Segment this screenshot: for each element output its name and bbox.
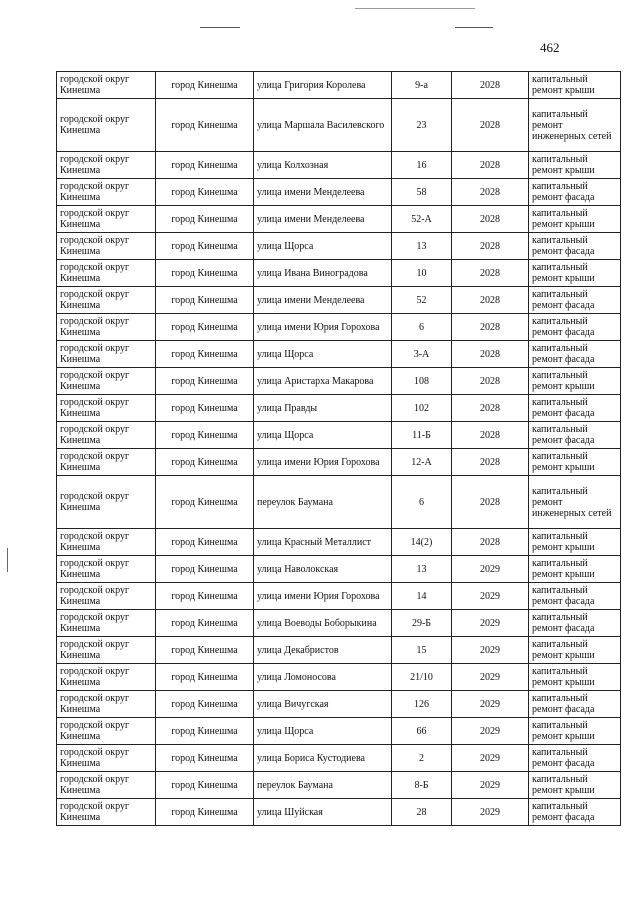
cell-okrug: городской округ Кинешма [57,233,156,260]
cell-work: капитальный ремонт крыши [529,449,621,476]
cell-work: капитальный ремонт крыши [529,664,621,691]
table-row [57,179,621,206]
cell-street: улица Вичугская [254,691,392,718]
table-row [57,799,621,826]
cell-city: город Кинешма [156,395,254,422]
cell-city: город Кинешма [156,72,254,99]
table-row [57,341,621,368]
scan-mark [355,8,475,9]
cell-city: город Кинешма [156,529,254,556]
cell-street: переулок Баумана [254,476,392,529]
cell-work: капитальный ремонт фасада [529,287,621,314]
cell-city: город Кинешма [156,179,254,206]
cell-work: капитальный ремонт инженерных сетей [529,99,621,152]
cell-street: улица Щорса [254,233,392,260]
cell-street: улица имени Юрия Горохова [254,449,392,476]
cell-house: 14(2) [392,529,452,556]
cell-year: 2028 [452,233,529,260]
table-row [57,691,621,718]
table-row [57,368,621,395]
cell-city: город Кинешма [156,610,254,637]
cell-house: 126 [392,691,452,718]
cell-house: 108 [392,368,452,395]
cell-house: 21/10 [392,664,452,691]
cell-work: капитальный ремонт крыши [529,206,621,233]
cell-house: 12-А [392,449,452,476]
cell-city: город Кинешма [156,287,254,314]
cell-okrug: городской округ Кинешма [57,610,156,637]
cell-work: капитальный ремонт фасада [529,745,621,772]
table-row [57,745,621,772]
cell-house: 2 [392,745,452,772]
cell-city: город Кинешма [156,556,254,583]
cell-year: 2028 [452,152,529,179]
cell-year: 2028 [452,287,529,314]
table-row [57,287,621,314]
cell-work: капитальный ремонт крыши [529,556,621,583]
cell-year: 2029 [452,610,529,637]
cell-house: 52 [392,287,452,314]
cell-house: 102 [392,395,452,422]
cell-house: 11-Б [392,422,452,449]
cell-house: 9-а [392,72,452,99]
table-row [57,233,621,260]
table-row [57,99,621,152]
table-row [57,422,621,449]
cell-street: улица имени Менделеева [254,287,392,314]
cell-street: улица Маршала Василевского [254,99,392,152]
cell-street: улица Правды [254,395,392,422]
cell-year: 2028 [452,179,529,206]
table-row [57,529,621,556]
cell-city: город Кинешма [156,152,254,179]
cell-work: капитальный ремонт инженерных сетей [529,476,621,529]
table-row [57,583,621,610]
table-row [57,260,621,287]
cell-street: улица Колхозная [254,152,392,179]
cell-work: капитальный ремонт крыши [529,637,621,664]
cell-year: 2029 [452,799,529,826]
cell-street: улица имени Юрия Горохова [254,583,392,610]
cell-year: 2028 [452,449,529,476]
scan-mark [200,27,240,28]
table-row [57,664,621,691]
cell-city: город Кинешма [156,583,254,610]
cell-okrug: городской округ Кинешма [57,745,156,772]
table-row [57,395,621,422]
cell-okrug: городской округ Кинешма [57,72,156,99]
cell-city: город Кинешма [156,691,254,718]
cell-street: улица Григория Королева [254,72,392,99]
cell-street: улица Ивана Виноградова [254,260,392,287]
cell-okrug: городской округ Кинешма [57,637,156,664]
cell-street: улица Наволокская [254,556,392,583]
cell-okrug: городской округ Кинешма [57,395,156,422]
cell-work: капитальный ремонт крыши [529,260,621,287]
cell-house: 66 [392,718,452,745]
cell-okrug: городской округ Кинешма [57,422,156,449]
cell-work: капитальный ремонт фасада [529,314,621,341]
cell-city: город Кинешма [156,772,254,799]
cell-house: 15 [392,637,452,664]
repair-schedule-table [56,71,621,826]
cell-city: город Кинешма [156,99,254,152]
cell-work: капитальный ремонт фасада [529,583,621,610]
cell-city: город Кинешма [156,476,254,529]
cell-street: улица Аристарха Макарова [254,368,392,395]
table-row [57,476,621,529]
cell-city: город Кинешма [156,233,254,260]
cell-work: капитальный ремонт фасада [529,422,621,449]
cell-street: улица Щорса [254,718,392,745]
cell-year: 2029 [452,664,529,691]
cell-year: 2028 [452,72,529,99]
cell-street: улица имени Менделеева [254,206,392,233]
table-row [57,610,621,637]
cell-street: переулок Баумана [254,772,392,799]
cell-house: 23 [392,99,452,152]
cell-year: 2029 [452,745,529,772]
cell-street: улица Декабристов [254,637,392,664]
table-row [57,718,621,745]
cell-okrug: городской округ Кинешма [57,152,156,179]
cell-okrug: городской округ Кинешма [57,287,156,314]
cell-street: улица Воеводы Боборыкина [254,610,392,637]
cell-house: 52-А [392,206,452,233]
cell-okrug: городской округ Кинешма [57,799,156,826]
cell-work: капитальный ремонт крыши [529,72,621,99]
cell-okrug: городской округ Кинешма [57,206,156,233]
cell-house: 10 [392,260,452,287]
cell-city: город Кинешма [156,260,254,287]
cell-house: 16 [392,152,452,179]
table-row [57,72,621,99]
cell-street: улица Шуйская [254,799,392,826]
cell-city: город Кинешма [156,637,254,664]
cell-okrug: городской округ Кинешма [57,691,156,718]
cell-city: город Кинешма [156,718,254,745]
cell-street: улица Ломоносова [254,664,392,691]
cell-work: капитальный ремонт крыши [529,718,621,745]
table-row [57,206,621,233]
cell-year: 2028 [452,341,529,368]
cell-year: 2028 [452,260,529,287]
cell-street: улица имени Юрия Горохова [254,314,392,341]
cell-year: 2029 [452,637,529,664]
cell-city: город Кинешма [156,799,254,826]
cell-work: капитальный ремонт крыши [529,152,621,179]
cell-work: капитальный ремонт фасада [529,799,621,826]
cell-year: 2028 [452,476,529,529]
table-row [57,152,621,179]
cell-street: улица Бориса Кустодиева [254,745,392,772]
cell-city: город Кинешма [156,341,254,368]
cell-street: улица Щорса [254,422,392,449]
scan-mark [455,27,493,28]
cell-okrug: городской округ Кинешма [57,556,156,583]
table-row [57,314,621,341]
cell-work: капитальный ремонт фасада [529,341,621,368]
cell-city: город Кинешма [156,368,254,395]
cell-year: 2029 [452,718,529,745]
cell-okrug: городской округ Кинешма [57,718,156,745]
cell-house: 29-Б [392,610,452,637]
cell-house: 13 [392,233,452,260]
cell-work: капитальный ремонт крыши [529,772,621,799]
page-number: 462 [540,40,560,55]
cell-year: 2028 [452,395,529,422]
cell-year: 2029 [452,583,529,610]
cell-street: улица имени Менделеева [254,179,392,206]
table-row [57,556,621,583]
cell-okrug: городской округ Кинешма [57,99,156,152]
cell-year: 2028 [452,206,529,233]
cell-work: капитальный ремонт фасада [529,610,621,637]
cell-house: 13 [392,556,452,583]
cell-street: улица Красный Металлист [254,529,392,556]
cell-city: город Кинешма [156,745,254,772]
cell-okrug: городской округ Кинешма [57,664,156,691]
cell-street: улица Щорса [254,341,392,368]
cell-house: 3-А [392,341,452,368]
table-row [57,772,621,799]
cell-work: капитальный ремонт фасада [529,179,621,206]
cell-year: 2028 [452,368,529,395]
cell-okrug: городской округ Кинешма [57,368,156,395]
cell-year: 2028 [452,314,529,341]
table-row [57,637,621,664]
cell-house: 8-Б [392,772,452,799]
cell-year: 2029 [452,772,529,799]
cell-work: капитальный ремонт фасада [529,233,621,260]
cell-okrug: городской округ Кинешма [57,772,156,799]
margin-mark [7,548,8,572]
cell-house: 58 [392,179,452,206]
cell-okrug: городской округ Кинешма [57,260,156,287]
cell-work: капитальный ремонт фасада [529,691,621,718]
cell-okrug: городской округ Кинешма [57,583,156,610]
cell-okrug: городской округ Кинешма [57,476,156,529]
cell-city: город Кинешма [156,664,254,691]
cell-city: город Кинешма [156,449,254,476]
cell-house: 14 [392,583,452,610]
cell-okrug: городской округ Кинешма [57,314,156,341]
cell-work: капитальный ремонт крыши [529,368,621,395]
cell-house: 28 [392,799,452,826]
cell-okrug: городской округ Кинешма [57,449,156,476]
table-row [57,449,621,476]
cell-okrug: городской округ Кинешма [57,341,156,368]
cell-city: город Кинешма [156,206,254,233]
cell-city: город Кинешма [156,422,254,449]
cell-okrug: городской округ Кинешма [57,529,156,556]
cell-work: капитальный ремонт крыши [529,529,621,556]
cell-work: капитальный ремонт фасада [529,395,621,422]
cell-city: город Кинешма [156,314,254,341]
cell-year: 2028 [452,422,529,449]
cell-year: 2029 [452,691,529,718]
cell-year: 2028 [452,529,529,556]
cell-year: 2029 [452,556,529,583]
cell-okrug: городской округ Кинешма [57,179,156,206]
cell-house: 6 [392,314,452,341]
cell-year: 2028 [452,99,529,152]
cell-house: 6 [392,476,452,529]
